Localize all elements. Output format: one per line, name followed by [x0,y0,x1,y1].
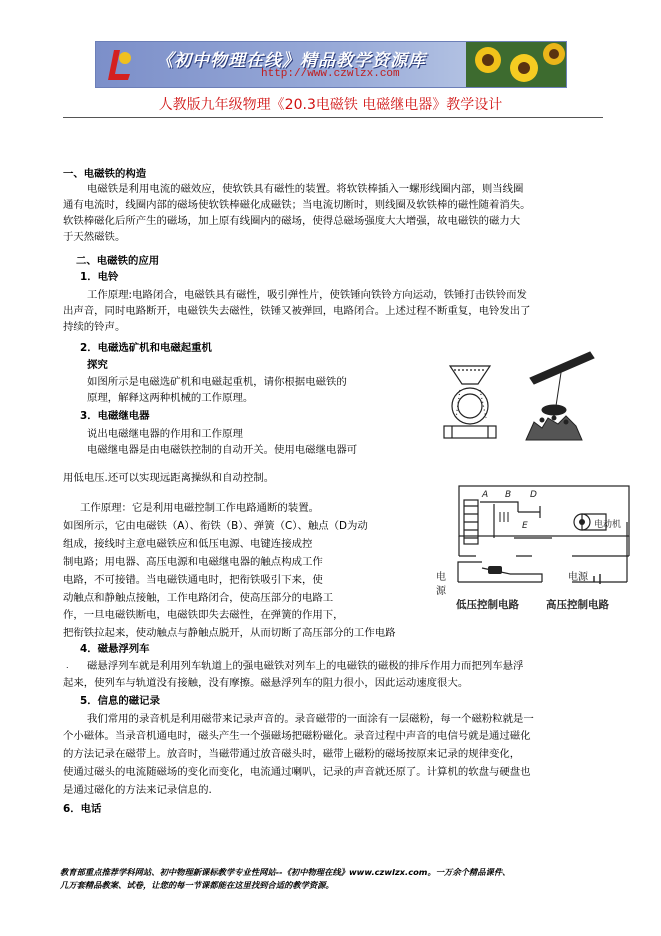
label-low-voltage-circuit: 低压控制电路 [456,599,519,611]
paragraph-line: 如图所示，它由电磁铁（A）、衔铁（B）、弹簧（C）、触点（D为动 [63,520,368,532]
label-power-right: 电源 [568,572,588,583]
label-motor: 电动机 [594,520,622,530]
paragraph-line: 原理，解释这两种机械的工作原理。 [87,392,254,404]
paragraph-line: 磁悬浮列车就是利用列车轨道上的强电磁铁对列车上的电磁铁的磁极的排斥作用力而把列车悬浮 [87,660,524,672]
document-title: 人教版九年级物理《20.3电磁铁 电磁继电器》教学设计 [158,97,503,113]
paragraph-line: 通有电流时，线圈内部的磁场使软铁棒磁化成磁铁；当电流切断时，则线圈及软铁棒的磁性随着消失。 [63,199,531,211]
label-A: A [482,490,489,500]
paragraph-line: 个小磁体。当录音机通电时，磁头产生一个强磁场把磁粉磁化。录音过程中声音的电信号就是通过磁化 [63,730,531,742]
subsection-heading: 5．信息的磁记录 [80,695,160,707]
paragraph-line: 说出电磁继电器的作用和工作原理 [87,428,243,440]
footer-line: 几万套精品教案、试卷，让您的每一节课都能在这里找到合适的教学资源。 [60,880,334,890]
paragraph-line: 电磁继电器是由电磁铁控制的自动开关。使用电磁继电器可 [87,444,358,456]
paragraph-line: 用低电压.还可以实现远距离操纵和自动控制。 [63,472,275,484]
paragraph-line: 于天然磁铁。 [63,231,126,243]
paragraph-line: 工作原理:电路闭合，电磁铁具有磁性，吸引弹性片，使铁锤向铁铃方向运动，铁锤打击铁铃而发 [87,289,527,301]
paragraph-line: 使通过磁头的电流随磁场的变化而变化，电流通过喇叭，记录的声音就还原了。计算机的软盘与硬盘也 [63,766,531,778]
paragraph-line: 工作原理：它是利用电磁控制工作电路通断的装置。 [80,502,319,514]
paragraph-line: 我们常用的录音机是利用磁带来记录声音的。录音磁带的一面涂有一层磁粉，每一个磁粉粒就是一 [87,713,534,725]
label-high-voltage-circuit: 高压控制电路 [546,599,609,611]
sunflower-image [466,42,566,87]
label-power-left-2: 源 [436,586,446,597]
paragraph-line: 是通过磁化的方法来记录信息的. [63,784,212,796]
paragraph-line: 制电路；用电器、高压电源和电磁继电器的触点构成工作 [63,556,323,568]
site-logo-icon [104,46,134,84]
subsection-heading: 3．电磁继电器 [80,410,150,422]
paragraph-line: 持续的铃声。 [63,321,126,333]
section-heading: 二、电磁铁的应用 [76,255,160,267]
paragraph-line: 出声音，同时电路断开，电磁铁失去磁性，铁锤又被弹回，电路闭合。上述过程不断重复，电铃发出了 [63,305,531,317]
paragraph-line: 电磁铁是利用电流的磁效应，使软铁具有磁性的装置。将软铁棒插入一螺形线圈内部，则当线圈 [87,183,524,195]
bullet-mark: . [66,661,69,670]
label-B: B [505,490,512,500]
subsection-heading: 1．电铃 [80,271,119,283]
banner-url[interactable]: http://www.czwlzx.com [261,68,400,80]
section-heading: 一、电磁铁的构造 [63,168,147,180]
paragraph-line: 如图所示是电磁选矿机和电磁起重机，请你根据电磁铁的 [87,376,347,388]
paragraph-line: 动触点和静触点接触，工作电路闭合，使高压部分的电路工 [63,592,334,604]
subsection-heading: 4．磁悬浮列车 [80,643,150,655]
title-divider [63,117,603,118]
paragraph-line: 软铁棒磁化后所产生的磁场，加上原有线圈内的磁场，使得总磁场强度大大增强，故电磁铁的磁力大 [63,215,521,227]
label-D: D [530,490,537,500]
banner-title: 《初中物理在线》精品教学资源库 [156,51,426,71]
paragraph-line: 的方法记录在磁带上。放音时，当磁带通过放音磁头时，磁带上磁粉的磁场按原来记录的规律变化， [63,748,521,760]
paragraph-line: 起来，使列车与轨道没有接触，没有摩擦。磁悬浮列车的阻力很小，因此运动速度很大。 [63,677,469,689]
label-explore: 探究 [87,359,108,371]
header-banner [95,41,567,88]
paragraph-line: 把衔铁拉起来，使动触点与静触点脱开，从而切断了高压部分的工作电路 [63,627,396,639]
label-E: E [522,521,528,531]
label-power-left-1: 电 [436,572,446,583]
footer-line: 教育部重点推荐学科网站、初中物理新课标教学专业性网站--《初中物理在线》www.czwlzx.com。一万余个精品课件、 [60,867,511,877]
subsection-heading: 6．电话 [63,803,102,815]
paragraph-line: 作，一旦电磁铁断电，电磁铁即失去磁性，在弹簧的作用下， [63,609,344,621]
subsection-heading: 2．电磁选矿机和电磁起重机 [80,342,212,354]
paragraph-line: 电路，不可接错。当电磁铁通电时，把衔铁吸引下来，使 [63,574,323,586]
relay-circuit-diagram [422,482,634,624]
ore-separator-crane-figure [430,348,610,448]
page-footer [60,866,510,892]
paragraph-line: 组成，接线时主意电磁铁应和低压电源、电键连接成控 [63,538,313,550]
